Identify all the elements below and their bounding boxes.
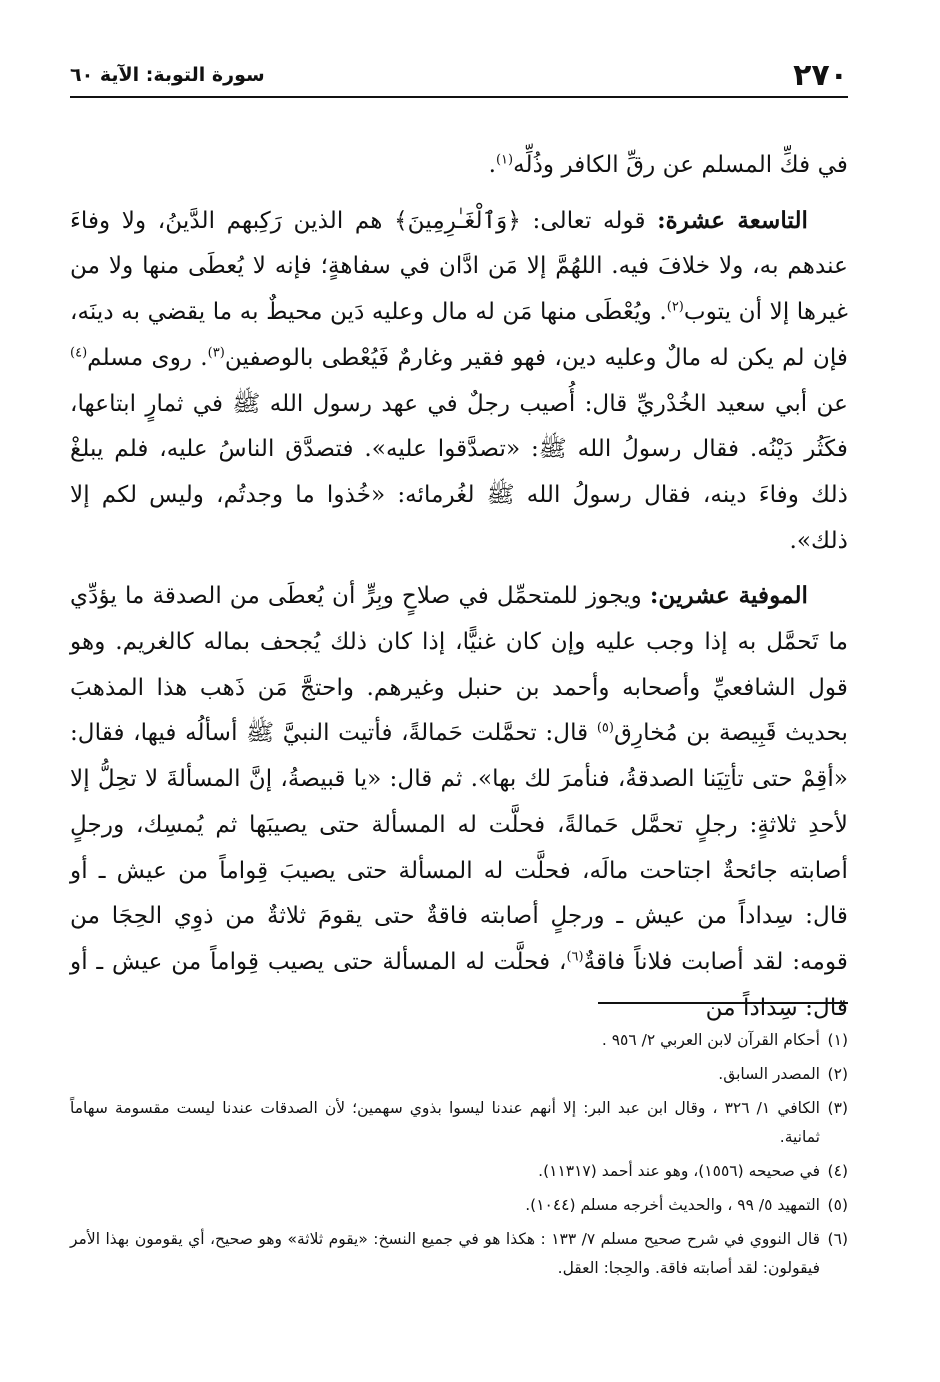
- footnote-number: (٤): [827, 1162, 848, 1180]
- paragraph-heading: الموفية عشرين:: [649, 582, 808, 610]
- book-page: [70, 56, 848, 1356]
- footnote-number: (٢): [827, 1065, 848, 1083]
- footnote-ref: (٣): [207, 345, 225, 361]
- footnote-text: أحكام القرآن لابن العربي ٢/ ٩٥٦ .: [601, 1031, 820, 1049]
- footnote-number: (٥): [827, 1196, 848, 1214]
- paragraph-twentieth: [70, 573, 848, 1030]
- paragraph-text: ويجوز للمتحمِّل في صلاحٍ وبِرٍّ أن يُعطَى من الصدقة ما يؤدِّي ما تَحمَّل به إذا وجب عليه وإن كان غنيًّا، إذا كان ذلك يُجحف بماله كالغريم. وهو قول الشافعيِّ وأصحابه وأحمد بن حنبل وغيرهم. واحتجَّ مَن ذَهب هذا المذهبَ بحديث قَبِيصة بن مُخارِق: [70, 582, 848, 747]
- paragraph-tail: .: [488, 151, 496, 178]
- paragraph-text: ، فحلَّت له المسألة حتى يصيب قِواماً من عيش ـ أو قال: سِداداً من: [70, 947, 848, 1021]
- footnote-text: الكافي ١/ ٣٢٦ ، وقال ابن عبد البر: إلا أنهم عندنا ليسوا بذوي سهمين؛ لأن الصدقات عندنا ليست مقسومة سهاماً ثمانية.: [70, 1099, 820, 1146]
- paragraph-text: . ويُعْطَى منها مَن له مال وعليه دَين محيطٌ به ما يقضي به دينَه، فإن لم يكن له مالٌ وعليه دين، فهو فقير وغارمٌ فَيُعْطى بالوصفين: [70, 298, 848, 371]
- footnote-ref: (١): [495, 152, 514, 168]
- footnote-item: [70, 1060, 848, 1089]
- footnote-item: [70, 1026, 848, 1055]
- page-header: [70, 56, 848, 98]
- footnote-number: (١): [827, 1031, 848, 1049]
- footnote-text: قال النووي في شرح صحيح مسلم ٧/ ١٣٣ : هكذا هو في جميع النسخ: «يقوم ثلاثة» وهو صحيح، أي يقومون بهذا الأمر فيقولون: لقد أصابته فاقة. والحِجا: العقل.: [70, 1230, 820, 1277]
- paragraph-text: عن أبي سعيد الخُدْريِّ قال: أُصيب رجلٌ في عهد رسول الله ﷺ في ثمارٍ ابتاعها، فكَثُر دَيْنُه. فقال رسولُ الله ﷺ: «تصدَّقوا عليه». فتصدَّق الناسُ عليه، فلم يبلغْ ذلك وفاءَ دينه، فقال رسولُ الله ﷺ لغُرمائه: «خُذوا ما وجدتُم، وليس لكم إلا ذلك».: [70, 389, 848, 554]
- footnotes: [70, 1026, 848, 1288]
- paragraph-nineteenth: [70, 198, 848, 564]
- paragraph-text: في فكِّ المسلم عن رقِّ الكافر وذُلِّه: [513, 151, 848, 178]
- footnote-text: المصدر السابق.: [718, 1065, 820, 1083]
- footnote-item: [70, 1225, 848, 1283]
- main-text: [70, 142, 848, 1030]
- paragraph-heading: التاسعة عشرة:: [657, 206, 808, 234]
- footnote-text: التمهيد ٥/ ٩٩ ، والحديث أخرجه مسلم (١٠٤٤).: [525, 1196, 820, 1214]
- paragraph-text: قوله تعالى: ﴿وَٱلْغَـٰرِمِينَ﴾ هم الذين رَكِبهم الدَّينُ، ولا وفاءَ عندهم به، ولا خلافَ فيه. اللهُمَّ إلا مَن ادَّان في سفاهةٍ؛ فإنه لا يُعطَى منها ولا من غيرها إلا أن يتوب: [70, 206, 848, 326]
- footnote-item: [70, 1094, 848, 1152]
- footnote-number: (٦): [827, 1230, 848, 1248]
- footnote-divider: [598, 1002, 848, 1004]
- footnote-ref: (٤): [70, 345, 88, 361]
- footnote-ref: (٢): [666, 299, 684, 315]
- page-number: ٢٧٠: [793, 58, 848, 93]
- running-title: سورة التوبة: الآية ٦٠: [70, 64, 265, 86]
- footnote-item: [70, 1191, 848, 1220]
- paragraph-text: . روى مسلم: [87, 343, 208, 371]
- footnote-ref: (٥): [596, 720, 614, 736]
- footnote-text: في صحيحه (١٥٥٦)، وهو عند أحمد (١١٣١٧).: [538, 1162, 820, 1180]
- footnote-item: [70, 1157, 848, 1186]
- paragraph-continuation: [70, 142, 848, 188]
- paragraph-text: قال: تحمَّلت حَمالةً، فأتيت النبيَّ ﷺ أسألُه فيها، فقال: «أقِمْ حتى تأتِيَنا الصدقةُ، فنأمرَ لك بها». ثم قال: «يا قبيصةُ، إنَّ المسألةَ لا تحِلُّ إلا لأحدِ ثلاثةٍ: رجلٍ تحمَّل حَمالةً، فحلَّت له المسألة حتى يصيبَها ثم يُمسِك، ورجلٍ أصابته جائحةٌ اجتاحت مالَه، فحلَّت له المسألة حتى يصيبَ قِواماً من عيش ـ أو قال: سِداداً من عيش ـ ورجلٍ أصابته فاقةٌ حتى يقومَ ثلاثةٌ من ذوِي الحِجَا من قومه: لقد أصابت فلاناً فاقةٌ: [70, 719, 849, 975]
- footnote-ref: (٦): [566, 949, 584, 965]
- footnote-number: (٣): [827, 1099, 848, 1117]
